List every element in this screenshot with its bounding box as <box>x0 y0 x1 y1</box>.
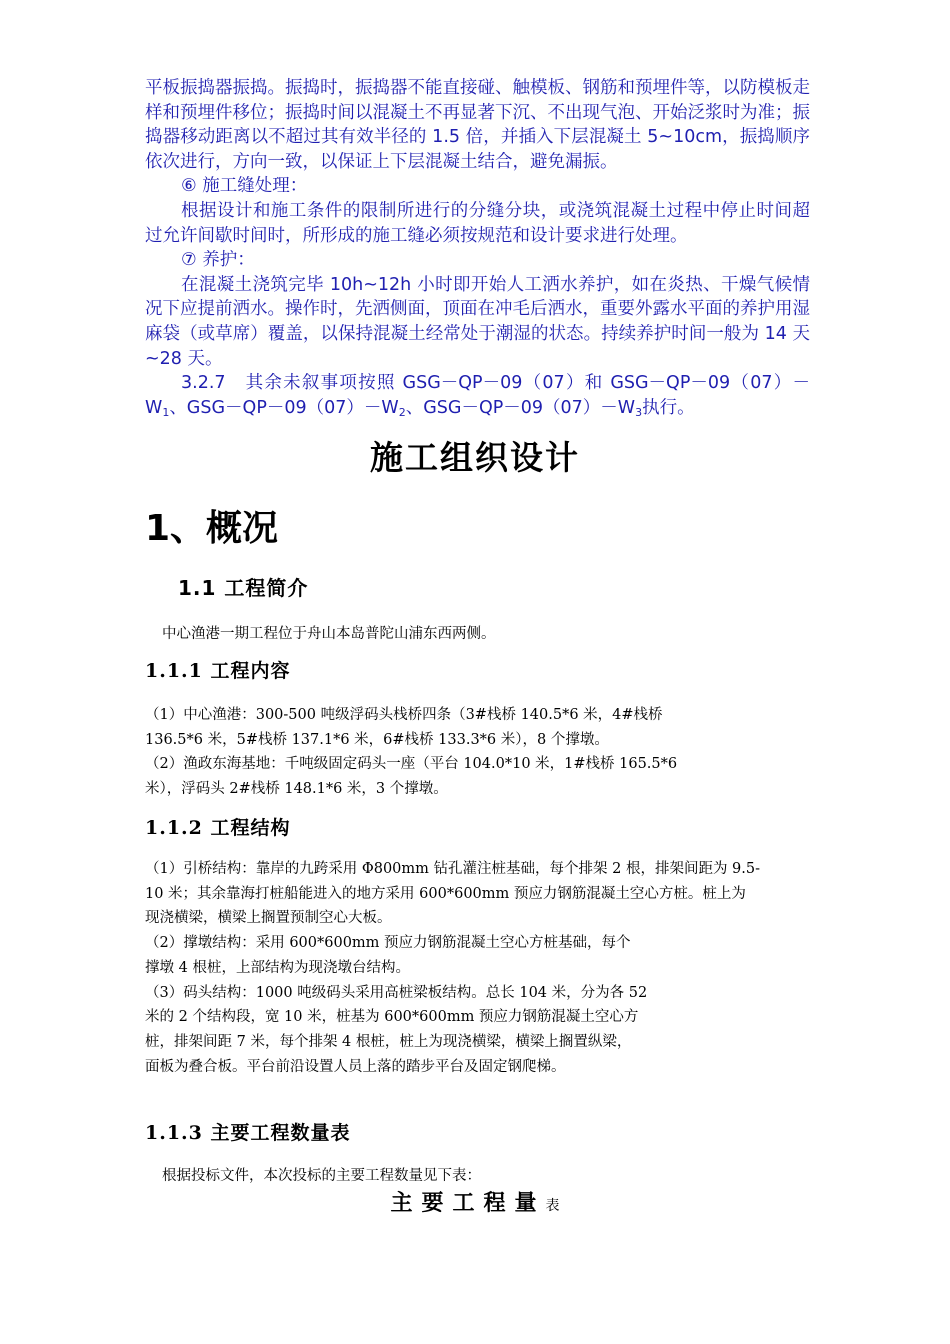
item7-body: 在混凝土浇筑完毕 10h~12h 小时即开始人工洒水养护，如在炎热、干燥气候情况下应提前洒水。操作时，先洒侧面，顶面在冲毛后洒水，重要外露水平面的养护用湿麻袋（或草席）覆盖，以保持混凝土经常处于潮湿的状态。持续养护时间一般为 14 天~28 天。 <box>145 274 810 369</box>
structure-line: （3）码头结构：1000 吨级码头采用高桩梁板结构。总长 104 米，分为各 52 <box>145 984 648 1001</box>
project-content <box>145 703 815 802</box>
structure-line: 现浇横梁，横梁上搁置预制空心大板。 <box>145 910 392 927</box>
section-1-1-heading: 1.1 工程简介 <box>178 576 309 600</box>
item6-title: ⑥ 施工缝处理： <box>181 176 308 197</box>
structure-line: （2）撑墩结构：采用 600*600mm 预应力钢筋混凝土空心方桩基础，每个 <box>145 935 631 952</box>
item7-title: ⑦ 养护： <box>181 250 255 271</box>
section-1-1-3-heading: 1.1.3 主要工程数量表 <box>145 1122 351 1144</box>
project-intro: 中心渔港一期工程位于舟山本岛普陀山浦东西两侧。 <box>162 626 496 642</box>
item-3-2-7: 3.2.7 其余未叙事项按照 GSG－QP－09（07）和 $GSG-QP-09(07)-W_1$、$GSG-QP-09(07)-W_2$、$GSG-QP-09(07)-W_3$执行。 <box>145 373 810 419</box>
content-line: （2）渔政东海基地：千吨级固定码头一座（平台 104.0*10 米，1#栈桥 165.5*6 <box>145 756 678 773</box>
structure-line: 面板为叠合板。平台前沿设置人员上落的踏步平台及固定钢爬梯。 <box>145 1058 566 1075</box>
content-line: 136.5*6 米，5#栈桥 137.1*6 米，6#栈桥 133.3*6 米），8 个撑墩。 <box>145 731 609 748</box>
section-1-heading: 1、概况 <box>145 508 279 549</box>
document-title: 施工组织设计 <box>370 438 580 477</box>
quantity-table-title: 主要工程量表 <box>390 1190 560 1216</box>
project-structure <box>145 857 815 1079</box>
vibration-paragraph: 平板振捣器振捣。振捣时，振捣器不能直接碰、触模板、钢筋和预埋件等，以防模板走样和预埋件移位；振捣时间以混凝土不再显著下沉、不出现气泡、开始泛浆时为准；振捣器移动距离以不超过其有效半径的 1.5 倍，并插入下层混凝土 5~10cm，振捣顺序依次进行，方向一致，以保证上下层混凝土结合，避免漏振。 <box>145 78 810 172</box>
construction-notes <box>145 76 810 425</box>
structure-line: 米的 2 个结构段，宽 10 米，桩基为 600*600mm 预应力钢筋混凝土空心方 <box>145 1009 639 1026</box>
content-line: 米），浮码头 2#栈桥 148.1*6 米，3 个撑墩。 <box>145 781 448 798</box>
item6-body: 根据设计和施工条件的限制所进行的分缝分块，或浇筑混凝土过程中停止时间超过允许间歇时间时，所形成的施工缝必须按规范和设计要求进行处理。 <box>145 200 810 246</box>
content-line: （1）中心渔港：300-500 吨级浮码头栈桥四条（3#栈桥 140.5*6 米，4#栈桥 <box>145 707 663 723</box>
structure-line: 桩，排架间距 7 米，每个排架 4 根桩，桩上为现浇横梁，横梁上搁置纵梁， <box>145 1033 632 1050</box>
section-1-1-1-heading: 1.1.1 工程内容 <box>145 660 291 682</box>
quantity-intro: 根据投标文件，本次投标的主要工程数量见下表： <box>162 1168 481 1184</box>
section-1-1-2-heading: 1.1.2 工程结构 <box>145 817 291 839</box>
structure-line: （1）引桥结构：靠岸的九跨采用 Φ800mm 钻孔灌注桩基础，每个排架 2 根，排架间距为 9.5- <box>145 861 761 877</box>
structure-line: 10 米；其余靠海打桩船能进入的地方采用 600*600mm 预应力钢筋混凝土空心方桩。桩上为 <box>145 885 746 902</box>
structure-line: 撑墩 4 根桩，上部结构为现浇墩台结构。 <box>145 959 410 976</box>
